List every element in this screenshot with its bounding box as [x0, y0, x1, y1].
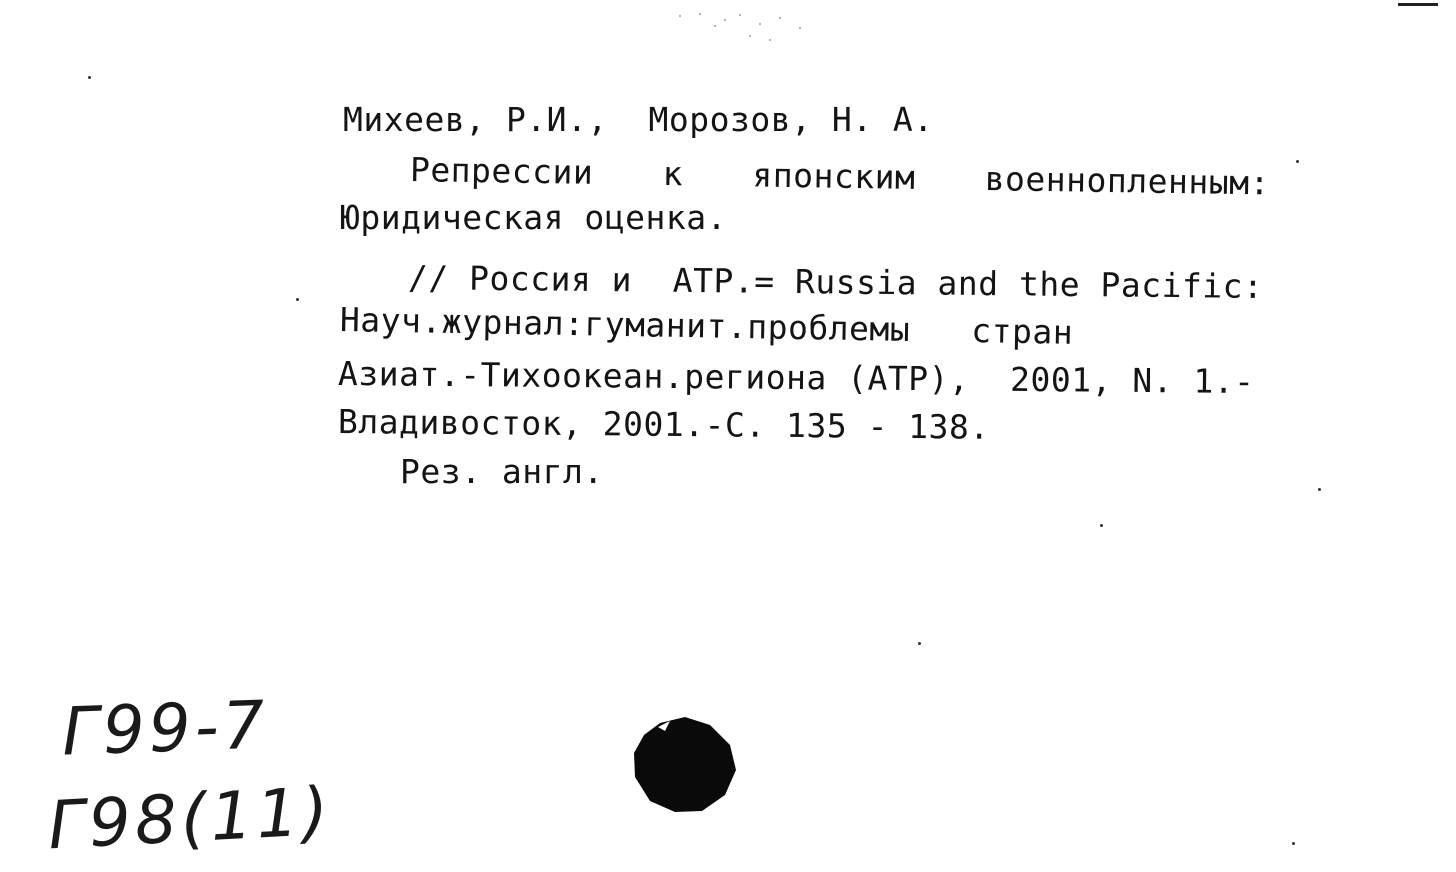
scan-speck: [1296, 160, 1299, 163]
scan-speck: [88, 76, 91, 79]
scan-speck: [1318, 488, 1321, 491]
scan-speck: [1100, 524, 1103, 527]
source-line-1: // Россия и АТР.= Russia and the Pacific:: [407, 258, 1264, 306]
scan-speck: [296, 298, 299, 301]
scan-speck: [1292, 842, 1295, 845]
title-word: к: [662, 153, 684, 194]
title-word: военнопленным:: [984, 159, 1271, 203]
punch-hole: [630, 715, 740, 815]
title-word: японским: [752, 155, 916, 197]
source-line-3: Азиат.-Тихоокеан.региона (АТР), 2001, N. 1.-: [337, 354, 1255, 401]
source-line-4: Владивосток, 2001.-С. 135 - 138.: [337, 402, 990, 447]
scan-speck: [918, 642, 921, 645]
authors-line: Михеев, Р.И., Морозов, Н. А.: [343, 100, 934, 139]
title-word: Репрессии: [409, 150, 594, 192]
handwritten-call-number-2: Г98(11): [46, 772, 335, 865]
title-continuation: Юридическая оценка.: [340, 198, 727, 237]
source-line-2: Науч.журнал:гуманит.проблемы стран: [339, 300, 1074, 352]
summary-note: Рез. англ.: [400, 452, 604, 491]
handwritten-call-number-1: Г99-7: [60, 686, 270, 771]
title-line: [410, 150, 1271, 204]
scan-noise: [640, 6, 840, 46]
edge-mark: [1398, 3, 1438, 6]
